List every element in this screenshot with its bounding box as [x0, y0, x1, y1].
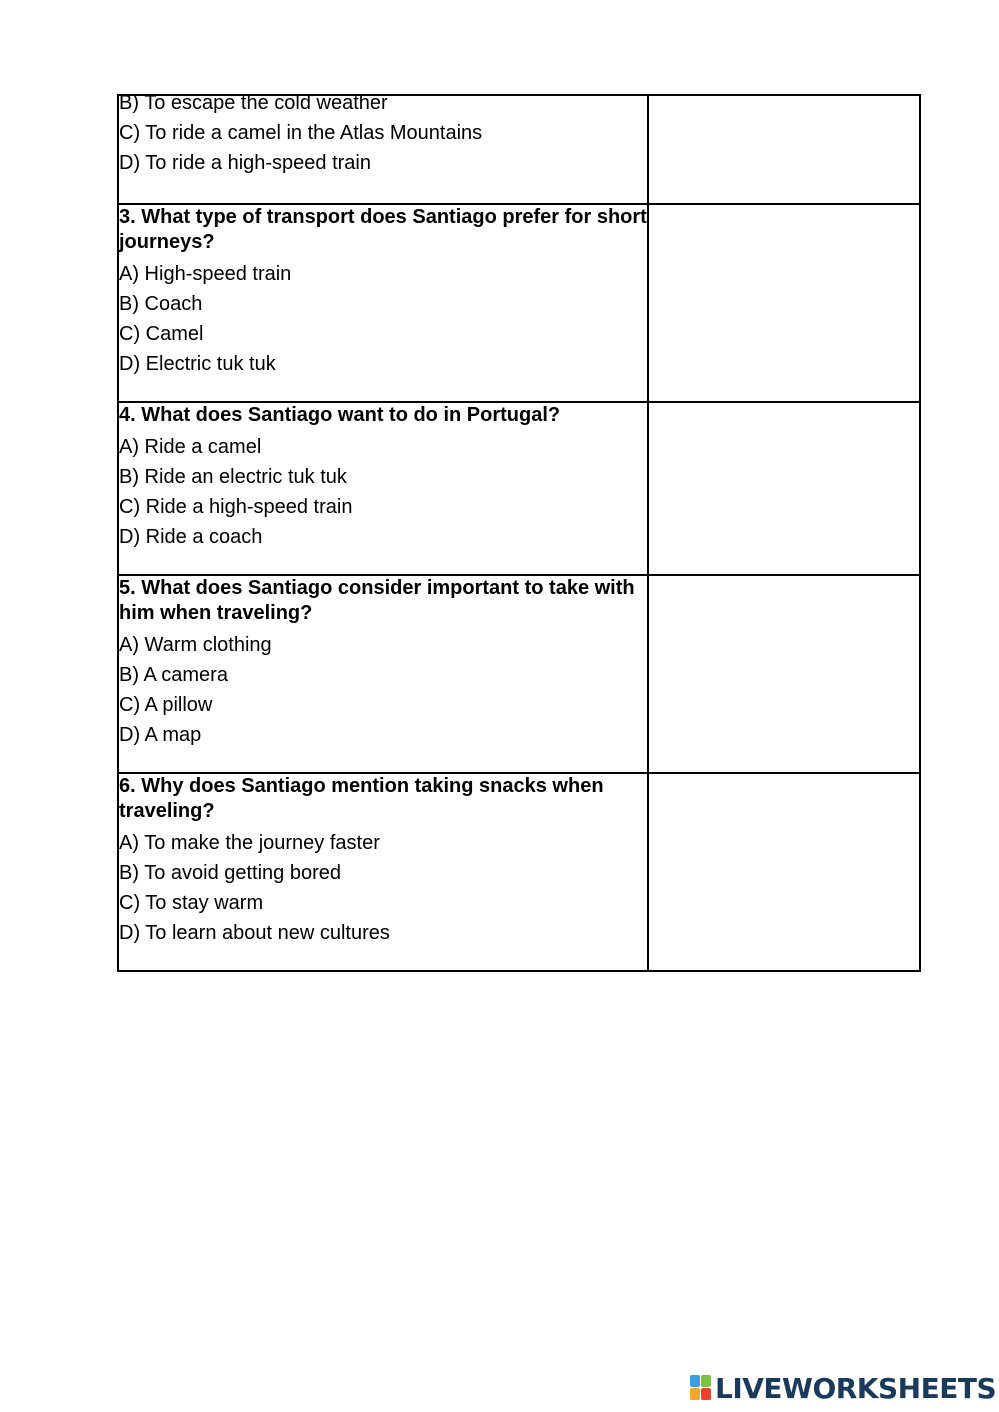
- question-cell: [118, 204, 648, 402]
- question-cell: [118, 402, 648, 575]
- option-a: A) Warm clothing: [119, 634, 272, 656]
- option-c: C) Camel: [119, 323, 204, 345]
- option-d: D) Ride a coach: [119, 526, 263, 548]
- question-title: 6. Why does Santiago mention taking snacks when traveling?: [119, 775, 604, 822]
- option-a: A) High-speed train: [119, 263, 292, 285]
- question-cell: [118, 575, 648, 773]
- option-c: C) To stay warm: [119, 892, 264, 914]
- question-cell: [118, 773, 648, 971]
- option-c: C) A pillow: [119, 694, 213, 716]
- answer-cell[interactable]: [648, 95, 920, 204]
- option-d: D) To ride a high-speed train: [119, 152, 371, 174]
- option-c: C) To ride a camel in the Atlas Mountains: [119, 122, 483, 144]
- liveworksheets-logo: [690, 1372, 996, 1404]
- option-d: D) To learn about new cultures: [119, 922, 390, 944]
- answer-cell[interactable]: [648, 773, 920, 971]
- question-title: 3. What type of transport does Santiago prefer for short journeys?: [119, 206, 647, 253]
- question-title: 4. What does Santiago want to do in Portugal?: [119, 404, 561, 426]
- answer-cell[interactable]: [648, 204, 920, 402]
- option-a: A) Ride a camel: [119, 436, 262, 458]
- table-row: [118, 95, 920, 204]
- question-title: 5. What does Santiago consider important to take with him when traveling?: [119, 577, 635, 624]
- option-b: B) Ride an electric tuk tuk: [119, 466, 347, 488]
- option-b: B) To avoid getting bored: [119, 862, 342, 884]
- option-d: D) Electric tuk tuk: [119, 353, 276, 375]
- option-d: D) A map: [119, 724, 202, 746]
- option-c: C) Ride a high-speed train: [119, 496, 353, 518]
- option-b: B) Coach: [119, 293, 203, 315]
- table-row: [118, 575, 920, 773]
- liveworksheets-logo-icon: [690, 1375, 712, 1401]
- table-row: [118, 402, 920, 575]
- quiz-table: [117, 94, 921, 972]
- table-row: [118, 773, 920, 971]
- option-b: B) A camera: [119, 664, 228, 686]
- answer-cell[interactable]: [648, 402, 920, 575]
- logo-text: LIVEWORKSHEETS: [715, 1371, 997, 1405]
- answer-cell[interactable]: [648, 575, 920, 773]
- question-cell: [118, 92, 648, 204]
- option-b: B) To escape the cold weather: [119, 92, 388, 114]
- table-row: [118, 204, 920, 402]
- option-a: A) To make the journey faster: [119, 832, 380, 854]
